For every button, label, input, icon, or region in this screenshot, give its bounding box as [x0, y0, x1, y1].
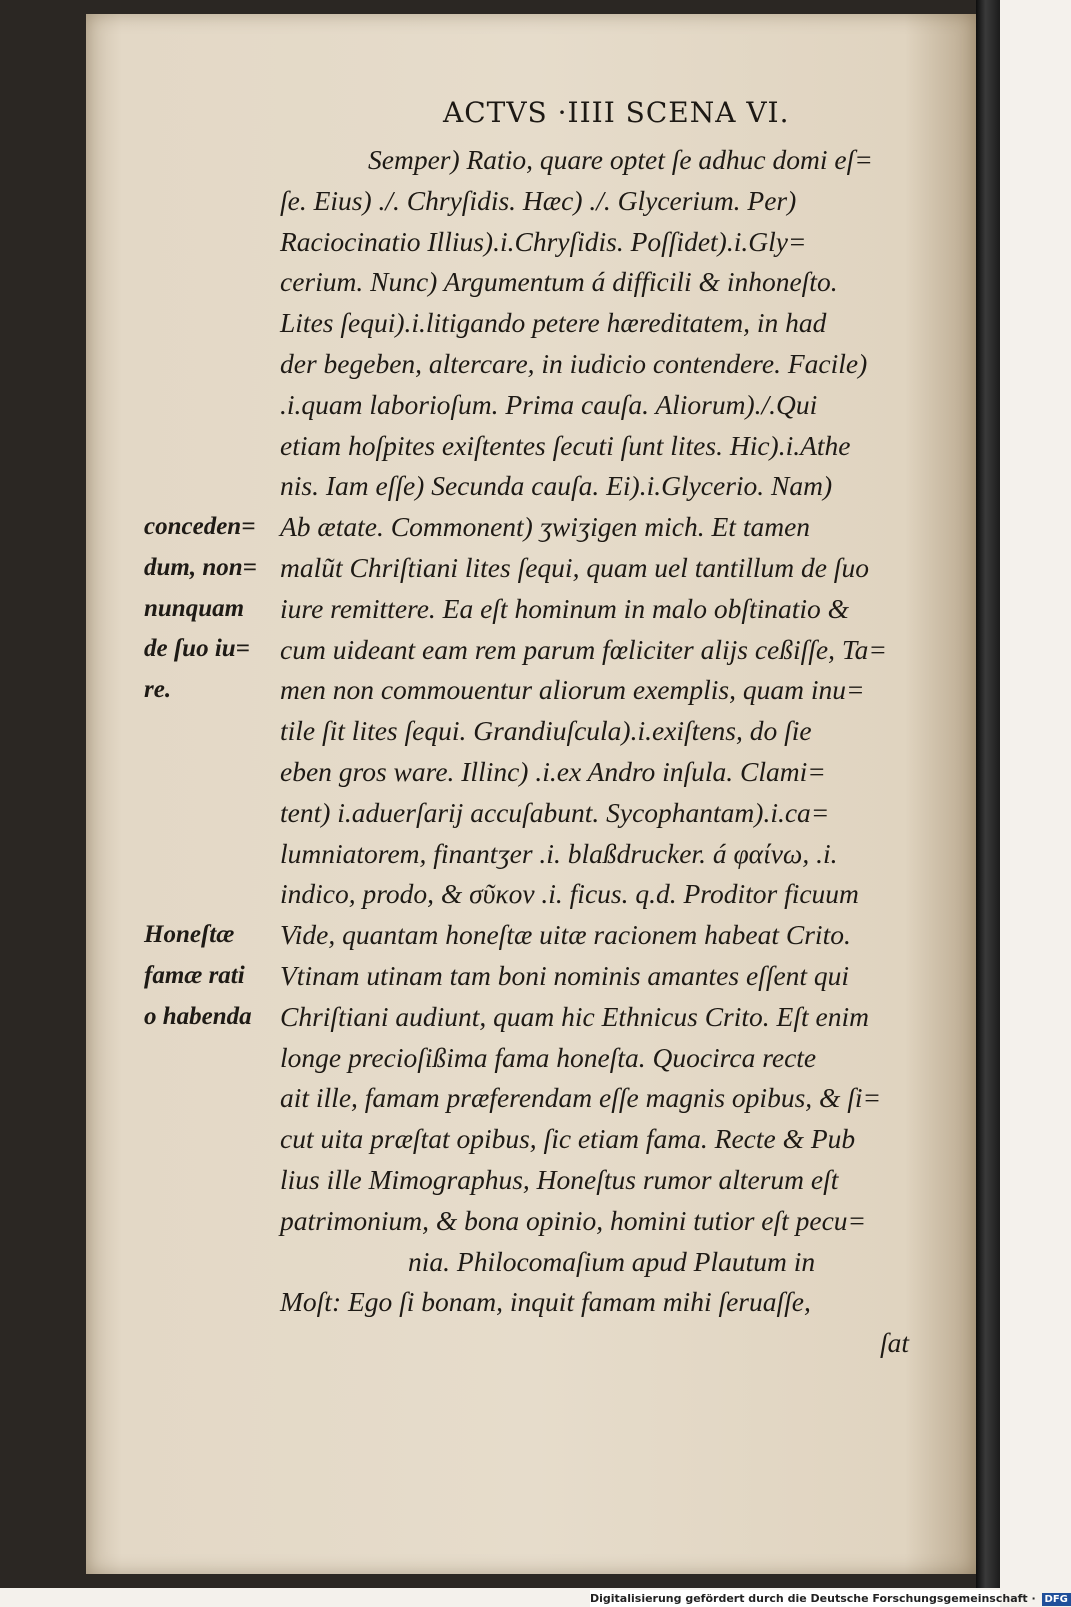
text-line: Ab ætate. Commonent) ʒwiʒigen mich. Et tamen [280, 511, 811, 543]
main-text-block [280, 140, 945, 1364]
footer-text: Digitalisierung gefördert durch die Deutsche Forschungsgemeinschaft [590, 1592, 1028, 1605]
margin-note-line: famæ rati [144, 961, 245, 989]
margin-note-line: nunquam [144, 594, 245, 622]
text-line: eben gros ware. Illinc) .i.ex Andro inſula. Clami= [280, 755, 826, 787]
text-line: Chriſtiani audiunt, quam hic Ethnicus Crito. Eſt enim [280, 1000, 869, 1032]
text-line: nia. Philocomaſium apud Plautum in [408, 1245, 816, 1277]
margin-note-line: conceden= [144, 513, 256, 540]
dfg-logo-icon: DFG [1042, 1593, 1071, 1606]
text-line: lius ille Mimographus, Honeſtus rumor alterum eſt [280, 1163, 839, 1195]
margin-note [144, 507, 284, 711]
text-line: men non commouentur aliorum exemplis, quam inu= [280, 674, 865, 706]
text-line: Vtinam utinam tam boni nominis amantes eſſent qui [280, 959, 850, 991]
text-line: Lites ſequi).i.litigando petere hæreditatem, in had [280, 307, 827, 339]
text-line: cut uita præſtat opibus, ſic etiam fama. Recte & Pub [280, 1123, 856, 1155]
scan-edge-strip [976, 0, 1000, 1588]
text-line: patrimonium, & bona opinio, homini tutior eſt pecu= [280, 1204, 867, 1236]
text-line: ſe. Eius) ./. Chryſidis. Hæc) ./. Glycerium. Per) [280, 184, 797, 216]
text-line: etiam hoſpites exiſtentes ſecuti ſunt lites. Hic).i.Athe [280, 429, 851, 461]
running-head: ACTVS ·IIII SCENA VI. [443, 96, 790, 129]
margin-note-line: Honeſtæ [144, 921, 235, 948]
text-line: cum uideant eam rem parum fœliciter alijs ceßiſſe, Ta= [280, 633, 887, 665]
text-line: nis. Iam eſſe) Secunda cauſa. Ei).i.Glycerio. Nam) [280, 470, 833, 502]
text-line: lumniatorem, finantʒer .i. blaßdrucker. á φαίνω, .i. [280, 837, 838, 869]
text-line: longe precioſißima fama honeſta. Quocirca recte [280, 1041, 817, 1073]
text-line: ſat [880, 1327, 910, 1359]
margin-note-line: o habenda [144, 1002, 252, 1030]
text-line: ait ille, famam præferendam eſſe magnis opibus, & ſi= [280, 1082, 882, 1114]
text-line: iure remittere. Ea eſt hominum in malo obſtinatio & [280, 592, 850, 624]
text-line: Semper) Ratio, quare optet ſe adhuc domi eſ= [368, 144, 873, 175]
text-line: malũt Chriſtiani lites ſequi, quam uel tantillum de ſuo [280, 551, 869, 583]
digitization-footer: Digitalisierung gefördert durch die Deutsche Forschungsgemeinschaft · DFG [590, 1590, 1000, 1607]
text-line: indico, prodo, & σῦκον .i. ficus. q.d. Proditor ficuum [280, 878, 859, 910]
margin-note-line: dum, non= [144, 553, 257, 581]
margin-note [144, 915, 284, 1037]
text-line: Raciocinatio Illius).i.Chryſidis. Poſſidet).i.Gly= [280, 225, 807, 257]
text-line: .i.quam laborioſum. Prima cauſa. Aliorum)./.Qui [280, 388, 818, 420]
margin-note-line: de ſuo iu= [144, 635, 250, 663]
text-line: cerium. Nunc) Argumentum á difficili & inhoneſto. [280, 266, 838, 298]
text-line: tile ſit lites ſequi. Grandiuſcula).i.exiſtens, do ſie [280, 715, 812, 747]
margin-note-line: re. [144, 676, 172, 704]
text-line: der begeben, altercare, in iudicio contendere. Facile) [280, 347, 868, 379]
text-line: Vide, quantam honeſtæ uitæ racionem habeat Crito. [280, 919, 851, 951]
text-line: tent) i.aduerſarij accuſabunt. Sycophantam).i.ca= [280, 796, 830, 828]
text-line: Moſt: Ego ſi bonam, inquit famam mihi ſeruaſſe, [280, 1286, 811, 1318]
